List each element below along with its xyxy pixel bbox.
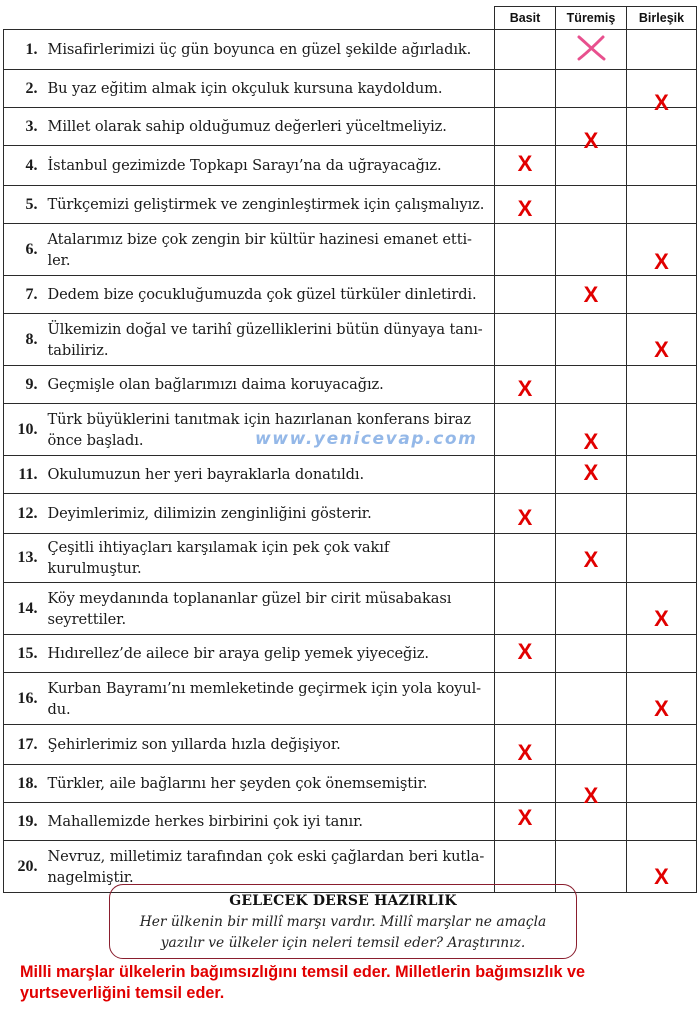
pink-cross-mark-icon <box>574 34 608 62</box>
mark-cell-birlesik[interactable] <box>627 224 697 276</box>
row-sentence: Deyimlerimiz, dilimizin zenginliğini gösterir. <box>42 494 495 534</box>
row-sentence: Mahallemizde herkes birbirini çok iyi tanır. <box>42 803 495 841</box>
answer-x-mark: X <box>517 739 533 765</box>
mark-cell-turemis[interactable] <box>556 494 627 534</box>
table-row <box>4 276 697 314</box>
mark-cell-basit[interactable] <box>495 635 556 673</box>
row-sentence: Türkçemizi geliştirmek ve zenginleştirmek için çalışmalıyız. <box>42 186 495 224</box>
table-row <box>4 224 697 276</box>
row-number: 15. <box>4 635 42 673</box>
mark-cell-basit[interactable] <box>495 404 556 456</box>
row-sentence: Çeşitli ihtiyaçları karşılamak için pek çok vakıf kurulmuştur. <box>42 534 495 583</box>
mark-cell-basit[interactable] <box>495 70 556 108</box>
preparation-title: GELECEK DERSE HAZIRLIK <box>229 893 457 909</box>
row-sentence: Türkler, aile bağlarını her şeyden çok önemsemiştir. <box>42 765 495 803</box>
table-row <box>4 146 697 186</box>
mark-cell-birlesik[interactable] <box>627 765 697 803</box>
mark-cell-basit[interactable] <box>495 494 556 534</box>
watermark: www.yenicevap.com <box>255 429 478 449</box>
mark-cell-basit[interactable] <box>495 108 556 146</box>
mark-cell-turemis[interactable] <box>556 803 627 841</box>
table-row <box>4 494 697 534</box>
mark-cell-birlesik[interactable] <box>627 635 697 673</box>
mark-cell-turemis[interactable] <box>556 404 627 456</box>
row-sentence: Bu yaz eğitim almak için okçuluk kursuna kaydoldum. <box>42 70 495 108</box>
mark-cell-turemis[interactable] <box>556 314 627 366</box>
mark-cell-basit[interactable] <box>495 224 556 276</box>
answer-x-mark: X <box>583 428 599 454</box>
mark-cell-birlesik[interactable] <box>627 186 697 224</box>
answer-x-mark: X <box>517 375 533 401</box>
table-row <box>4 534 697 583</box>
row-sentence: Köy meydanında toplananlar güzel bir cirit müsabakası seyrettiler. <box>42 583 495 635</box>
mark-cell-basit[interactable] <box>495 725 556 765</box>
answer-x-mark: X <box>517 638 533 664</box>
header-basit: Basit <box>495 7 556 30</box>
mark-cell-turemis[interactable] <box>556 673 627 725</box>
mark-cell-basit[interactable] <box>495 534 556 583</box>
answer-x-mark: X <box>654 695 669 721</box>
header-birlesik: Birleşik <box>627 7 697 30</box>
mark-cell-turemis[interactable] <box>556 70 627 108</box>
row-number: 2. <box>4 70 42 108</box>
mark-cell-birlesik[interactable] <box>627 30 697 70</box>
table-row <box>4 404 697 456</box>
table-row <box>4 725 697 765</box>
mark-cell-turemis[interactable] <box>556 224 627 276</box>
mark-cell-birlesik[interactable] <box>627 70 697 115</box>
mark-cell-basit[interactable] <box>495 314 556 366</box>
row-number: 14. <box>4 583 42 635</box>
row-number: 13. <box>4 534 42 583</box>
row-sentence: Geçmişle olan bağlarımızı daima koruyacağız. <box>42 366 495 404</box>
mark-cell-basit[interactable] <box>495 803 556 841</box>
table-header-row <box>4 7 697 30</box>
row-number: 9. <box>4 366 42 404</box>
answer-x-mark: X <box>654 248 669 274</box>
table-row <box>4 366 697 404</box>
row-number: 20. <box>4 841 42 893</box>
mark-cell-turemis[interactable] <box>556 765 627 808</box>
row-sentence: İstanbul gezimizde Topkapı Sarayı’na da uğrayacağız. <box>42 146 495 186</box>
mark-cell-basit[interactable] <box>495 583 556 635</box>
row-number: 18. <box>4 765 42 803</box>
answer-x-mark: X <box>517 195 533 221</box>
mark-cell-turemis[interactable] <box>556 146 627 186</box>
row-number: 4. <box>4 146 42 186</box>
row-number: 16. <box>4 673 42 725</box>
row-sentence: Ülkemizin doğal ve tarihî güzelliklerini bütün dünyaya tanı-tabiliriz. <box>42 314 495 366</box>
table-row <box>4 314 697 366</box>
mark-cell-basit[interactable] <box>495 30 556 70</box>
mark-cell-basit[interactable] <box>495 276 556 314</box>
mark-cell-turemis[interactable] <box>556 534 627 583</box>
row-sentence: Dedem bize çocukluğumuzda çok güzel türküler dinletirdi. <box>42 276 495 314</box>
answer-x-mark: X <box>654 89 669 115</box>
row-sentence: Hıdırellez’de ailece bir araya gelip yemek yiyeceğiz. <box>42 635 495 673</box>
row-sentence: Nevruz, milletimiz tarafından çok eski çağlardan beri kutla-nagelmiştir. <box>42 841 495 893</box>
answer-x-mark: X <box>583 547 599 572</box>
row-number: 10. <box>4 404 42 456</box>
mark-cell-turemis[interactable] <box>556 456 627 494</box>
mark-cell-birlesik[interactable] <box>627 146 697 186</box>
row-sentence: Şehirlerimiz son yıllarda hızla değişiyor. <box>42 725 495 765</box>
mark-cell-turemis[interactable] <box>556 276 627 314</box>
answer-x-mark: X <box>654 863 669 889</box>
table-row <box>4 803 697 841</box>
row-number: 12. <box>4 494 42 534</box>
mark-cell-birlesik[interactable] <box>627 534 697 583</box>
mark-cell-turemis[interactable] <box>556 366 627 404</box>
mark-cell-turemis[interactable] <box>556 108 627 153</box>
row-sentence: Atalarımız bize çok zengin bir kültür hazinesi emanet etti-ler. <box>42 224 495 276</box>
mark-cell-basit[interactable] <box>495 765 556 803</box>
table-row <box>4 30 697 70</box>
table-row <box>4 70 697 108</box>
mark-cell-birlesik[interactable] <box>627 725 697 765</box>
mark-cell-basit[interactable] <box>495 186 556 224</box>
mark-cell-birlesik[interactable] <box>627 276 697 314</box>
mark-cell-birlesik[interactable] <box>627 404 697 456</box>
mark-cell-turemis[interactable] <box>556 583 627 635</box>
mark-cell-turemis[interactable] <box>556 635 627 673</box>
answer-x-mark: X <box>517 504 533 530</box>
answer-x-mark: X <box>654 605 669 631</box>
table-row <box>4 583 697 635</box>
row-number: 8. <box>4 314 42 366</box>
row-sentence: Türk büyüklerini tanıtmak için hazırlanan konferans biraz önce başladı. <box>42 404 495 456</box>
handwritten-answer: Milli marşlar ülkelerin bağımsızlığını temsil eder. Milletlerin bağımsızlık ve yurtseverliğini temsil eder. <box>20 963 585 1002</box>
preparation-question <box>110 912 576 954</box>
table-row <box>4 456 697 494</box>
table-row <box>4 765 697 803</box>
row-number: 5. <box>4 186 42 224</box>
preparation-box <box>109 884 577 959</box>
mark-cell-turemis[interactable] <box>556 725 627 765</box>
row-number: 11. <box>4 456 42 494</box>
table-row <box>4 186 697 224</box>
word-type-table <box>3 6 697 893</box>
answer-x-mark: X <box>583 782 599 808</box>
mark-cell-birlesik[interactable] <box>627 456 697 494</box>
answer-x-mark: X <box>583 281 599 307</box>
table-row <box>4 108 697 146</box>
table-row <box>4 635 697 673</box>
row-sentence: Okulumuzun her yeri bayraklarla donatıldı. <box>42 456 495 494</box>
row-number: 17. <box>4 725 42 765</box>
answer-x-mark: X <box>517 804 533 830</box>
answer-x-mark: X <box>583 459 599 485</box>
row-number: 7. <box>4 276 42 314</box>
mark-cell-birlesik[interactable] <box>627 366 697 404</box>
mark-cell-birlesik[interactable] <box>627 108 697 146</box>
row-number: 19. <box>4 803 42 841</box>
mark-cell-birlesik[interactable] <box>627 314 697 366</box>
mark-cell-birlesik[interactable] <box>627 583 697 635</box>
mark-cell-birlesik[interactable] <box>627 841 697 893</box>
preparation-question-line-1: Her ülkenin bir millî marşı vardır. Millî marşlar ne amaçla <box>139 914 547 930</box>
row-number: 3. <box>4 108 42 146</box>
row-number: 1. <box>4 30 42 70</box>
mark-cell-basit[interactable] <box>495 673 556 725</box>
mark-cell-basit[interactable] <box>495 146 556 186</box>
mark-cell-birlesik[interactable] <box>627 673 697 725</box>
header-turemis: Türemiş <box>556 7 627 30</box>
answer-x-mark: X <box>583 127 599 153</box>
row-sentence: Misafirlerimizi üç gün boyunca en güzel şekilde ağırladık. <box>42 30 495 70</box>
mark-cell-basit[interactable] <box>495 366 556 404</box>
mark-cell-basit[interactable] <box>495 456 556 494</box>
table-row <box>4 673 697 725</box>
mark-cell-turemis[interactable] <box>556 30 627 70</box>
header-blank <box>4 7 495 30</box>
row-number: 6. <box>4 224 42 276</box>
answer-x-mark: X <box>517 150 533 176</box>
row-sentence: Millet olarak sahip olduğumuz değerleri yüceltmeliyiz. <box>42 108 495 146</box>
answer-x-mark: X <box>654 336 669 362</box>
row-sentence: Kurban Bayramı’nı memleketinde geçirmek için yola koyul-du. <box>42 673 495 725</box>
mark-cell-birlesik[interactable] <box>627 494 697 534</box>
mark-cell-turemis[interactable] <box>556 186 627 224</box>
preparation-question-line-2: yazılır ve ülkeler için neleri temsil eder? Araştırınız. <box>160 935 526 951</box>
mark-cell-birlesik[interactable] <box>627 803 697 841</box>
